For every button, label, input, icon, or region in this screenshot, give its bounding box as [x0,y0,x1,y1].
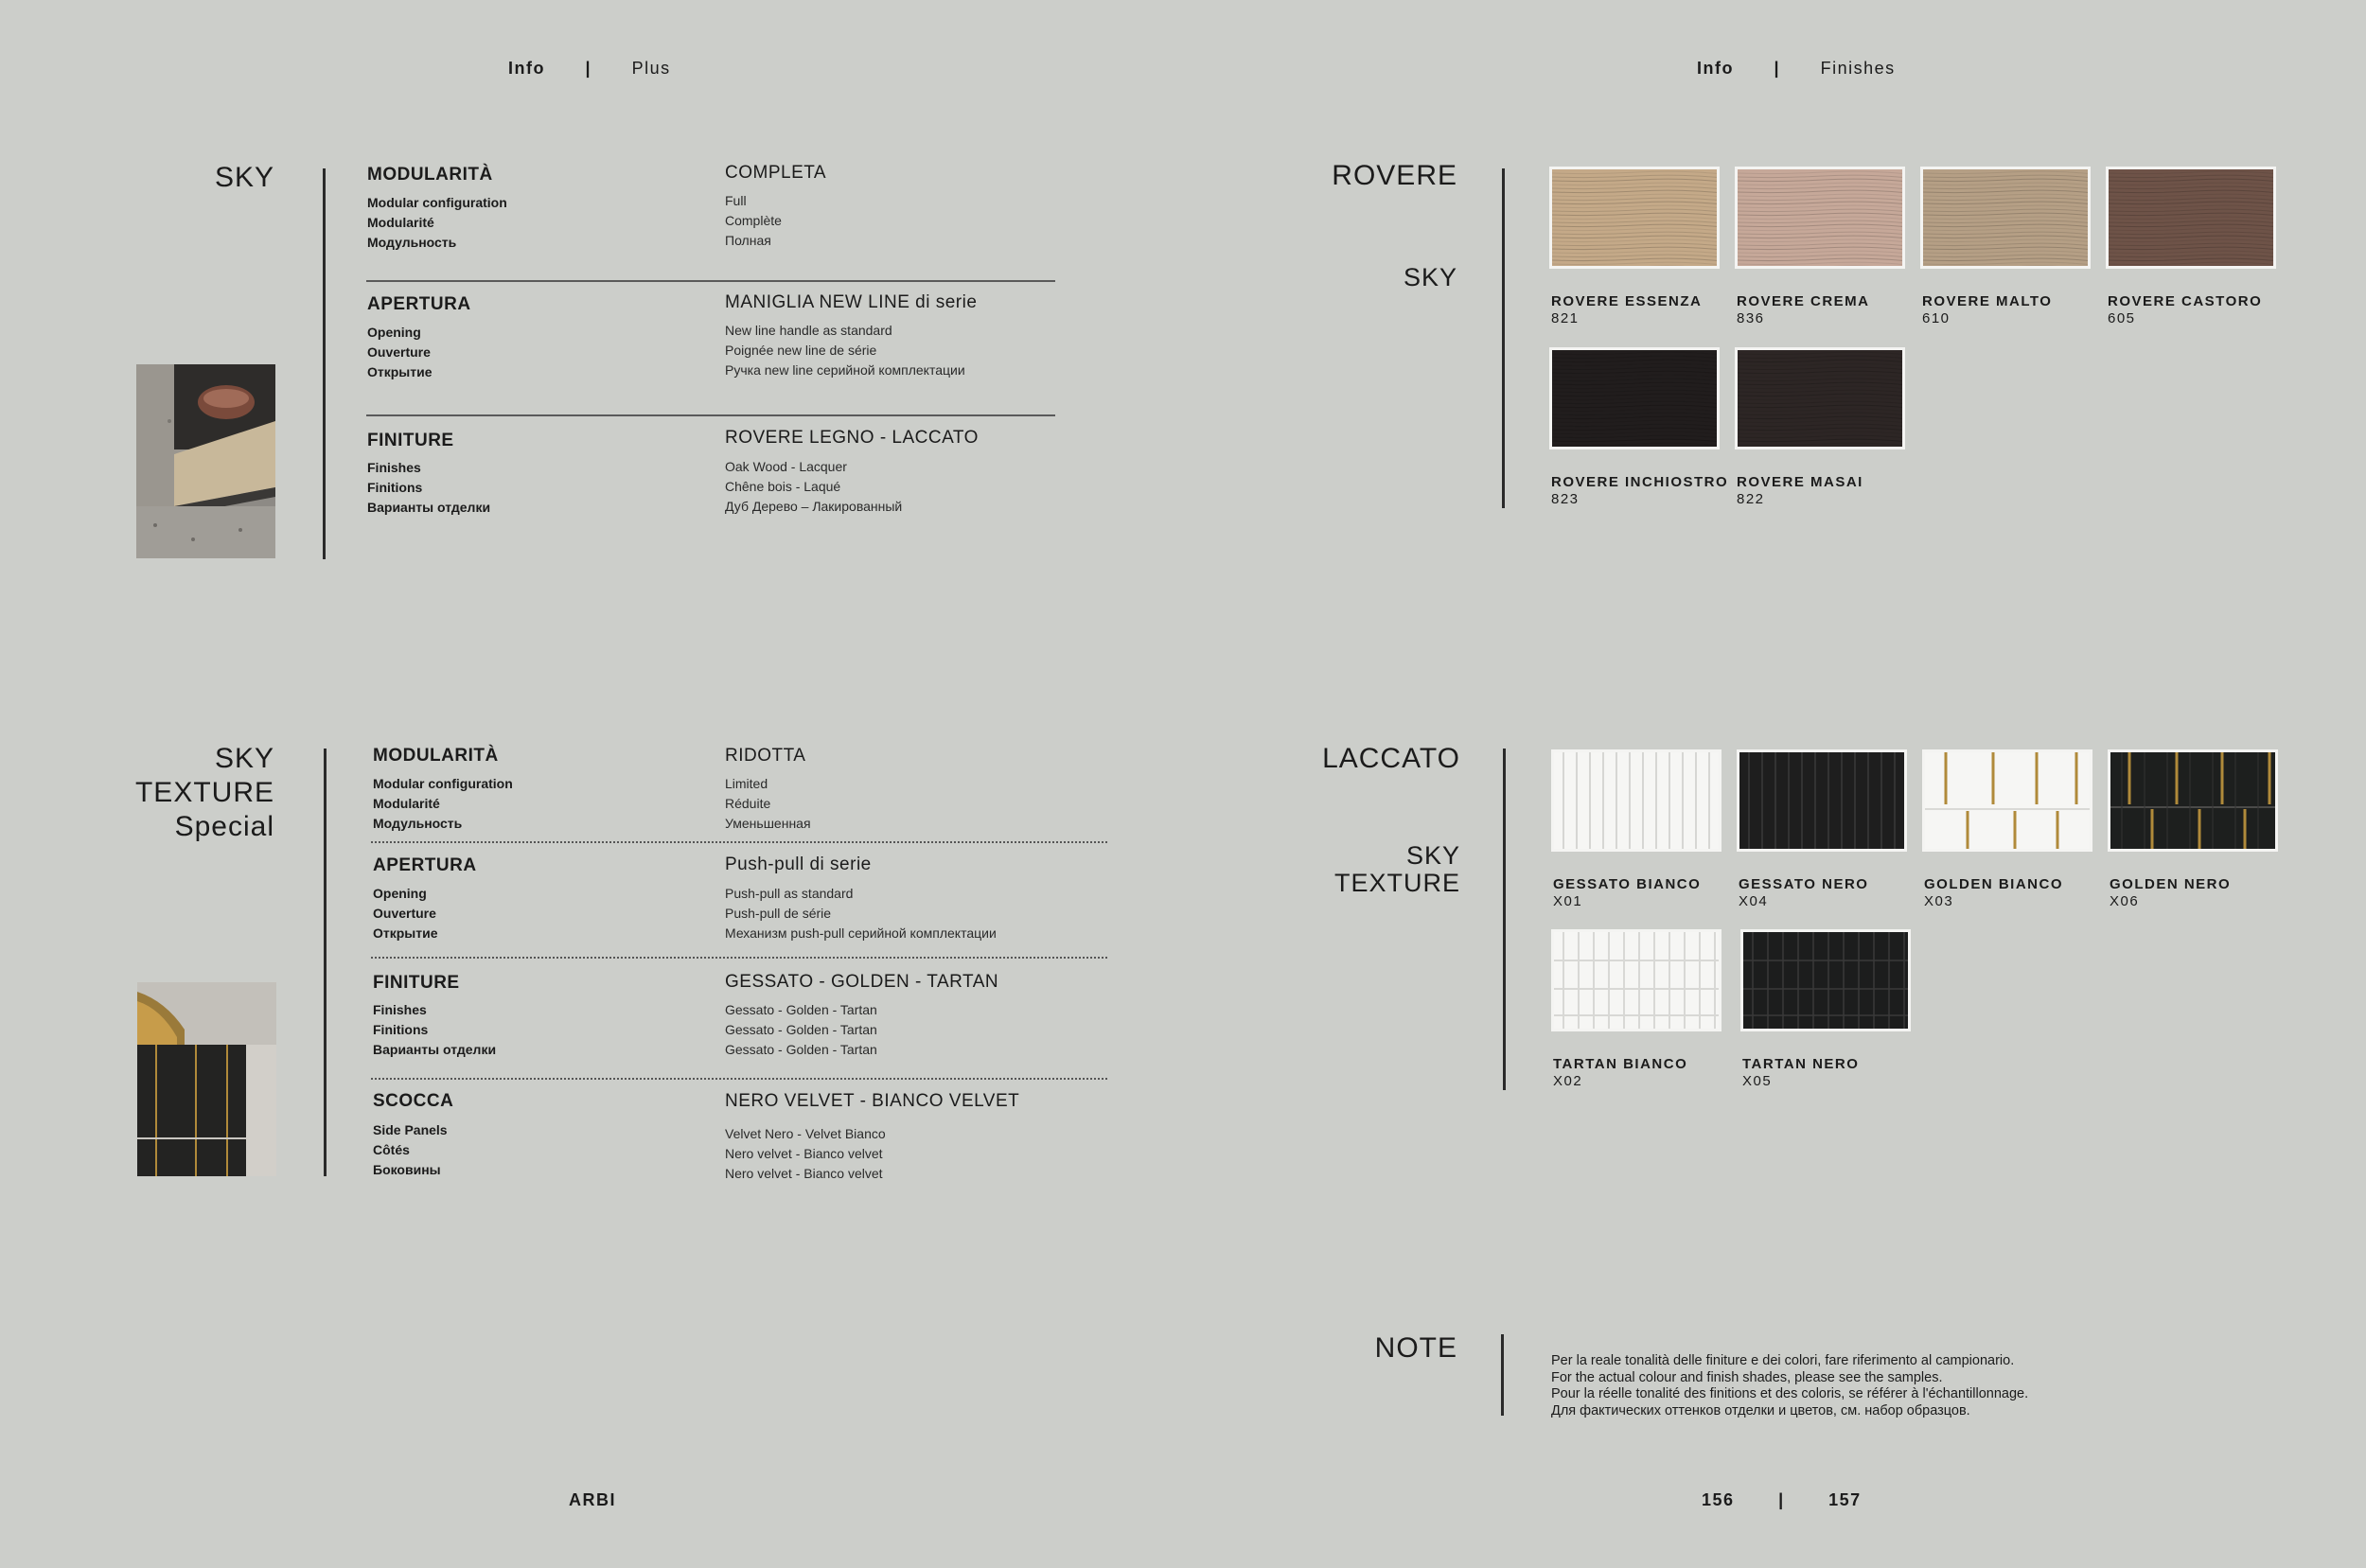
sky-texture-value-sub: Push-pull as standard [725,886,854,901]
sky-texture-label-modularita: MODULARITÀ [373,746,499,766]
header-left-section: Plus [631,59,671,78]
sky-texture-sub: Открытие [373,925,438,941]
sky-texture-value-apertura: Push-pull di serie [725,854,872,874]
sky-texture-row-divider [371,957,1107,959]
sky-sub: Modular configuration [367,195,507,210]
footer-page-left: 156 [1702,1490,1735,1509]
sky-value-sub: Дуб Дерево – Лакированный [725,499,903,514]
sky-texture-sub: Варианты отделки [373,1042,497,1057]
sky-texture-sub: Боковины [373,1162,441,1177]
laccato-subtitle [1334,842,1460,897]
rovere-swatch [1549,167,1720,269]
header-left [508,59,671,79]
sky-texture-sub: Side Panels [373,1122,448,1137]
sky-label-finiture: FINITURE [367,431,454,450]
laccato-swatch-name: TARTAN NERO [1742,1056,1860,1072]
rovere-swatch-name: ROVERE CREMA [1737,293,1870,309]
rovere-swatch-name: ROVERE ESSENZA [1551,293,1703,309]
rovere-subtitle: SKY [1403,263,1457,291]
sky-texture-sub: Modularité [373,796,440,811]
note-divider [1501,1334,1504,1416]
sky-texture-value-sub: Gessato - Golden - Tartan [725,1002,877,1017]
sky-texture-photo [137,982,276,1176]
sky-texture-value-sub: Nero velvet - Bianco velvet [725,1146,883,1161]
sky-texture-sub: Modular configuration [373,776,513,791]
sky-texture-value-sub: Réduite [725,796,771,811]
rovere-swatch [1735,167,1905,269]
rovere-swatch-code: 823 [1551,491,1580,507]
sky-texture-sub: Модульность [373,816,463,831]
note-line: Pour la réelle tonalité des finitions et des coloris, se référer à l'échantillonnage. [1551,1386,2029,1401]
sky-value-apertura: MANIGLIA NEW LINE di serie [725,292,978,312]
sky-label-apertura: APERTURA [367,294,471,314]
rovere-swatch-code: 821 [1551,310,1580,326]
laccato-swatch [1737,749,1907,852]
sky-texture-row-divider [371,1078,1107,1080]
sky-sub: Модульность [367,235,457,250]
sky-sub: Ouverture [367,344,431,360]
laccato-swatch-name: GOLDEN NERO [2110,876,2232,892]
rovere-divider [1502,168,1505,508]
sky-label-modularita: MODULARITÀ [367,165,493,185]
note-title: NOTE [1374,1332,1457,1364]
sky-value-finiture: ROVERE LEGNO - LACCATO [725,428,979,448]
laccato-swatch-name: GESSATO NERO [1739,876,1869,892]
footer-separator: | [1778,1490,1785,1509]
sky-value-sub: Full [725,193,747,208]
sky-value-sub: New line handle as standard [725,323,892,338]
sky-texture-value-sub: Push-pull de série [725,906,832,921]
header-right-separator: | [1774,59,1781,78]
laccato-swatch-code: X02 [1553,1073,1583,1089]
sky-texture-sub: Finitions [373,1022,429,1037]
header-left-separator: | [585,59,592,78]
sky-texture-value-sub: Gessato - Golden - Tartan [725,1022,877,1037]
rovere-swatch-code: 836 [1737,310,1765,326]
note-line: Для фактических оттенков отделки и цветов, см. набор образцов. [1551,1402,1970,1418]
sky-texture-label-finiture: FINITURE [373,973,460,993]
laccato-swatch [1922,749,2092,852]
sky-sub: Finitions [367,480,423,495]
rovere-swatch [2106,167,2276,269]
sky-texture-sub: Côtés [373,1142,410,1157]
sky-texture-label-apertura: APERTURA [373,855,477,875]
sky-sub: Открытие [367,364,433,379]
sky-value-sub: Chêne bois - Laqué [725,479,841,494]
sky-value-sub: Oak Wood - Lacquer [725,459,847,474]
sky-texture-value-sub: Nero velvet - Bianco velvet [725,1166,883,1181]
sky-divider [323,168,326,559]
laccato-swatch-code: X06 [2110,893,2140,909]
rovere-swatch-code: 610 [1922,310,1951,326]
laccato-subtitle-line1: SKY [1405,841,1460,870]
laccato-swatch [2108,749,2278,852]
sky-value-sub: Poignée new line de série [725,343,877,358]
sky-title: SKY [214,162,274,193]
footer-page-right: 157 [1828,1490,1862,1509]
header-right-section: Finishes [1820,59,1896,78]
note-line: Per la reale tonalità delle finiture e dei colori, fare riferimento al campionario. [1551,1353,2015,1368]
laccato-divider [1503,749,1506,1090]
header-right [1697,59,1896,79]
rovere-swatch-code: 605 [2108,310,2136,326]
rovere-swatch-name: ROVERE INCHIOSTRO [1551,474,1729,490]
rovere-swatch-code: 822 [1737,491,1765,507]
sky-value-sub: Complète [725,213,782,228]
sky-value-modularita: COMPLETA [725,163,827,183]
sky-sub: Finishes [367,460,421,475]
sky-texture-sub: Finishes [373,1002,427,1017]
sky-texture-title-line1: SKY [214,743,274,774]
rovere-swatch [1920,167,2091,269]
laccato-swatch [1740,929,1911,1031]
sky-texture-title-line3: Special [174,811,274,842]
sky-texture-divider [324,749,327,1176]
sky-texture-sub: Ouverture [373,906,436,921]
rovere-swatch-name: ROVERE CASTORO [2108,293,2263,309]
sky-texture-value-finiture: GESSATO - GOLDEN - TARTAN [725,972,999,992]
sky-value-sub: Полная [725,233,771,248]
laccato-swatch [1551,929,1722,1031]
sky-texture-value-sub: Velvet Nero - Velvet Bianco [725,1126,886,1141]
sky-texture-value-sub: Уменьшенная [725,816,811,831]
sky-row-divider [366,280,1055,282]
sky-texture-label-scocca: SCOCCA [373,1091,454,1111]
footer-brand: ARBI [569,1490,616,1509]
laccato-subtitle-line2: TEXTURE [1333,869,1460,897]
header-left-info: Info [508,59,545,78]
note-text [1551,1353,2028,1419]
laccato-swatch-name: GOLDEN BIANCO [1924,876,2063,892]
rovere-swatch-name: ROVERE MALTO [1922,293,2053,309]
sky-texture-value-sub: Механизм push-pull серийной комплектации [725,925,997,941]
rovere-swatch [1735,347,1905,449]
sky-texture-value-modularita: RIDOTTA [725,746,806,766]
laccato-swatch-name: TARTAN BIANCO [1553,1056,1688,1072]
laccato-swatch-code: X01 [1553,893,1583,909]
rovere-swatch [1549,347,1720,449]
laccato-swatch-name: GESSATO BIANCO [1553,876,1702,892]
sky-texture-sub: Opening [373,886,427,901]
rovere-swatch-name: ROVERE MASAI [1737,474,1863,490]
laccato-swatch-code: X03 [1924,893,1954,909]
laccato-swatch-code: X04 [1739,893,1769,909]
laccato-swatch-code: X05 [1742,1073,1773,1089]
sky-sub: Opening [367,325,421,340]
sky-texture-value-sub: Limited [725,776,768,791]
laccato-swatch [1551,749,1722,852]
sky-texture-title-line2: TEXTURE [134,777,274,808]
sky-texture-row-divider [371,841,1107,843]
rovere-title: ROVERE [1332,160,1457,191]
sky-sub: Modularité [367,215,434,230]
laccato-title: LACCATO [1322,743,1460,774]
sky-texture-title [135,742,274,844]
footer-pages [1702,1490,1862,1510]
sky-photo [136,364,275,558]
sky-texture-value-sub: Gessato - Golden - Tartan [725,1042,877,1057]
sky-texture-value-scocca: NERO VELVET - BIANCO VELVET [725,1091,1020,1111]
header-right-info: Info [1697,59,1734,78]
sky-sub: Варианты отделки [367,500,491,515]
sky-row-divider [366,414,1055,416]
note-line: For the actual colour and finish shades, please see the samples. [1551,1369,1943,1385]
sky-value-sub: Ручка new line серийной комплектации [725,362,965,378]
